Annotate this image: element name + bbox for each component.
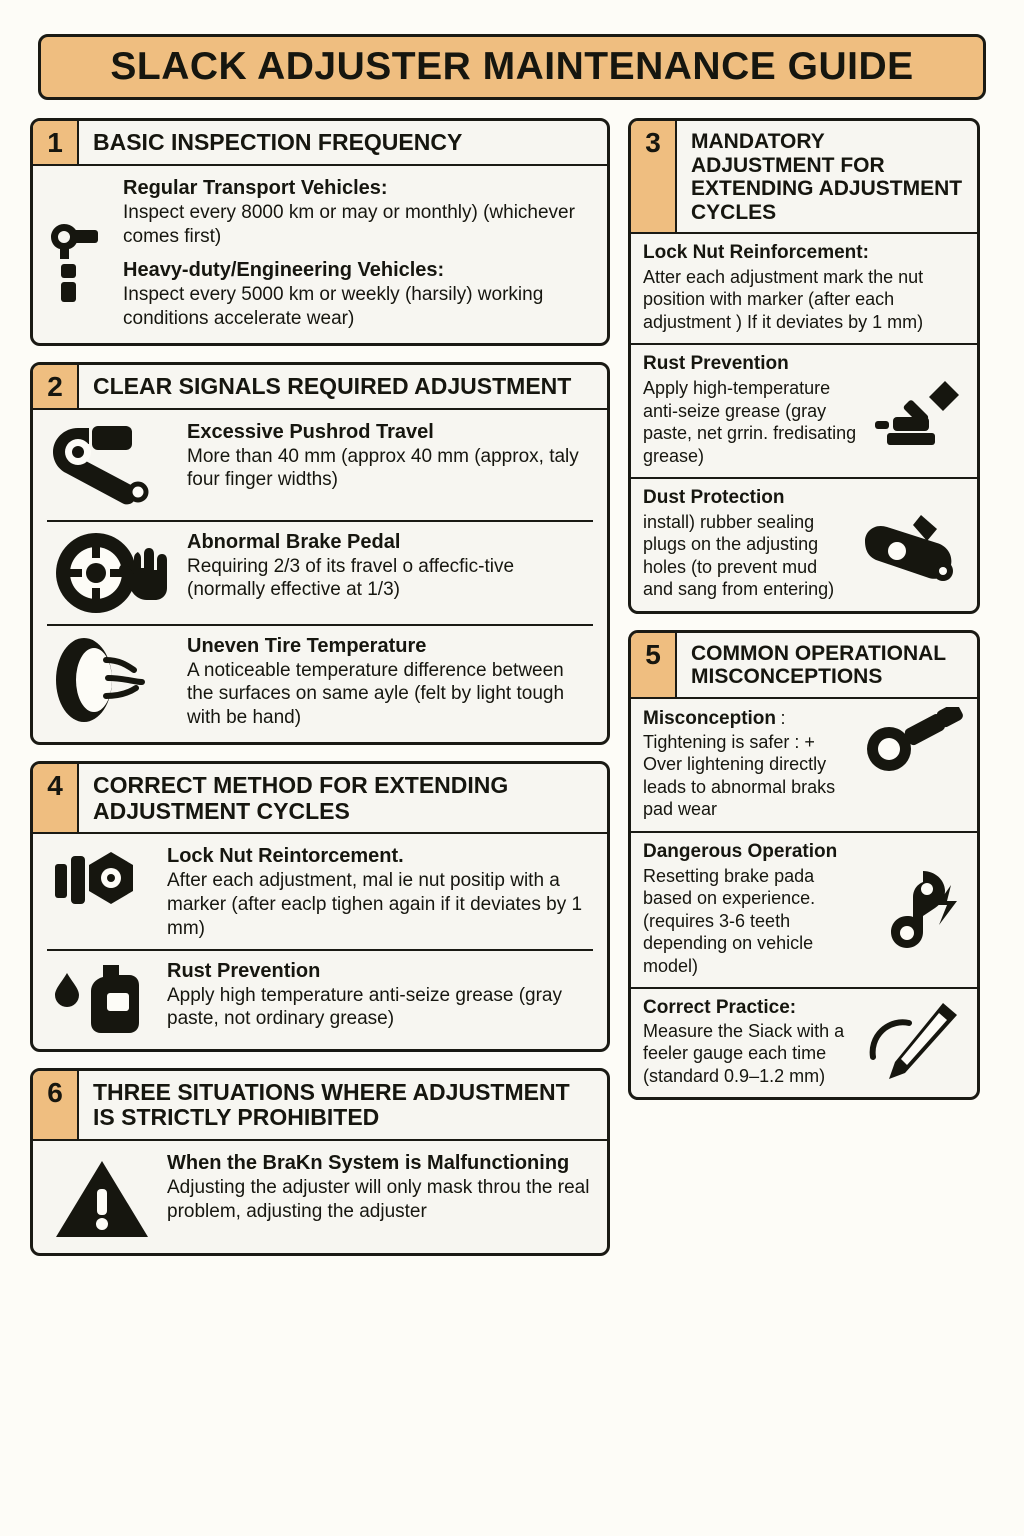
section-heading-5: COMMON OPERATIONAL MISCONCEPTIONS — [691, 641, 946, 689]
tire-heat-icon — [47, 634, 177, 726]
section-card-1 — [30, 118, 610, 346]
section-2-text-2 — [187, 634, 593, 730]
section-header-5 — [631, 633, 977, 699]
section-1-item-0 — [47, 176, 593, 331]
section-5-item-1 — [631, 831, 977, 987]
lock-nut-wrench-icon — [47, 844, 157, 924]
section-5-subtitle-2: Correct Practice: — [643, 997, 797, 1019]
section-number-6: 6 — [33, 1071, 79, 1140]
section-4-item-0 — [47, 844, 593, 940]
section-2-body-1: Requiring 2/3 of its fravel o affecfic-tive (normally effective at 1/3) — [187, 555, 515, 601]
section-2-subtitle-1: Abnormal Brake Pedal — [187, 530, 401, 553]
section-3-subtitle-0: Lock Nut Reinforcement: — [643, 242, 869, 264]
section-3-subtitle-2: Dust Protection — [643, 487, 785, 509]
section-2-body-2: A noticeable temperature difference between the surfaces on same ayle (felt by light tough with be hand) — [187, 659, 565, 728]
section-2-text-0 — [187, 420, 593, 493]
section-4-text-0 — [167, 844, 593, 940]
section-4-item-1 — [47, 949, 593, 1037]
section-heading-6: THREE SITUATIONS WHERE ADJUSTMENT IS STRICTLY PROHIBITED — [93, 1078, 570, 1131]
wrench-ring-icon — [861, 707, 965, 779]
section-3-item-0 — [631, 234, 977, 343]
warning-triangle-icon — [47, 1151, 157, 1241]
section-header-4 — [33, 764, 607, 835]
grease-bottle-icon — [47, 959, 157, 1037]
section-2-item-0 — [47, 420, 593, 512]
section-2-body-0: More than 40 mm (approx 40 mm (approx, taly four finger widths) — [187, 445, 579, 491]
page-title-bar — [38, 34, 986, 100]
section-5-body-1: Resetting brake pada based on experience. (requires 3-6 teeth depending on vehicle model) — [643, 865, 816, 976]
section-5-item-2 — [631, 987, 977, 1097]
section-header-1 — [33, 121, 607, 166]
section-2-subtitle-2: Uneven Tire Temperature — [187, 634, 427, 657]
section-heading-1: BASIC INSPECTION FREQUENCY — [93, 129, 463, 155]
grease-gun-icon — [869, 377, 965, 449]
right-column — [628, 118, 980, 1100]
section-body-1 — [33, 166, 607, 343]
page-title: SLACK ADJUSTER MAINTENANCE GUIDE — [110, 45, 914, 88]
section-5-body-2: Measure the Siack with a feeler gauge each time (standard 0.9–1.2 mm) — [643, 1020, 845, 1086]
wrench-icon — [47, 176, 113, 314]
section-3-item-2 — [631, 477, 977, 611]
section-5-subtitle-0: Misconception — [643, 707, 777, 729]
section-header-3 — [631, 121, 977, 234]
section-body-4 — [33, 834, 607, 1048]
section-3-item-1 — [631, 343, 977, 477]
section-2-item-1 — [47, 520, 593, 616]
section-card-6 — [30, 1068, 610, 1257]
section-heading-3: MANDATORY ADJUSTMENT FOR EXTENDING ADJUSTMENT CYCLES — [691, 130, 963, 224]
section-body-6 — [33, 1141, 607, 1253]
section-header-6 — [33, 1071, 607, 1142]
section-card-3 — [628, 118, 980, 614]
section-4-body-1: Apply high temperature anti-seize grease (gray paste, not ordinary grease) — [167, 984, 562, 1030]
section-heading-4: CORRECT METHOD FOR EXTENDING ADJUSTMENT CYCLES — [93, 771, 509, 824]
section-5-body-0: : Tightening is safer : + Over lightening directly leads to abnormal braks pad wear — [643, 707, 836, 820]
section-3-body-1: Apply high-temperature anti-seize grease (gray paste, net grrin. fredisating grease) — [643, 378, 857, 466]
left-column — [30, 118, 610, 1256]
section-5-item-0 — [631, 699, 977, 831]
section-number-1: 1 — [33, 121, 79, 164]
section-4-subtitle-1: Rust Prevention — [167, 959, 321, 982]
section-6-subtitle-0: When the BraKn System is Malfunctioning — [167, 1152, 570, 1174]
section-4-text-1 — [167, 959, 593, 1032]
section-number-5: 5 — [631, 633, 677, 697]
section-1-subtitle-1: Heavy-duty/Engineering Vehicles: — [123, 259, 445, 282]
brake-pedal-hand-icon — [47, 530, 177, 616]
section-6-text-0 — [167, 1151, 593, 1224]
section-6-item-0 — [47, 1151, 593, 1241]
section-1-body-0: Inspect every 8000 km or may or monthly) (whichever comes first) — [123, 201, 575, 247]
section-2-subtitle-0: Excessive Pushrod Travel — [187, 420, 434, 443]
section-6-body-0: Adjusting the adjuster will only mask throu the real problem, adjusting the adjuster — [167, 1177, 590, 1222]
section-body-2 — [33, 410, 607, 742]
section-4-subtitle-0: Lock Nut Reintorcement. — [167, 845, 404, 868]
section-2-item-2 — [47, 624, 593, 730]
section-1-body-1: Inspect every 5000 km or weekly (harsily) working conditions accelerate wear) — [123, 284, 544, 329]
section-heading-2: CLEAR SIGNALS REQUIRED ADJUSTMENT — [93, 372, 572, 399]
section-number-2: 2 — [33, 365, 79, 408]
section-2-text-1 — [187, 530, 593, 603]
section-4-body-0: After each adjustment, mal ie nut positip with a marker (after eaclp tighen again if it deviates by 1 mm) — [167, 870, 583, 939]
section-5-subtitle-1: Dangerous Operation — [643, 840, 838, 862]
slack-adjuster-arm-icon — [47, 420, 177, 512]
feeler-gauge-icon — [861, 997, 965, 1083]
dust-plug-icon — [855, 511, 965, 593]
section-3-subtitle-1: Rust Prevention — [643, 353, 789, 375]
section-3-body-0: Atter each adjustment mark the nut position with marker (after each adjustment ) If it deviates by 1 mm) — [643, 266, 924, 332]
danger-adjuster-icon — [861, 865, 965, 957]
section-card-5 — [628, 630, 980, 1100]
section-header-2 — [33, 365, 607, 410]
section-3-body-2: install) rubber sealing plugs on the adjusting holes (to prevent mud and sang from entering) — [643, 511, 835, 600]
section-1-text-0 — [123, 176, 593, 331]
columns — [30, 118, 994, 1516]
section-number-3: 3 — [631, 121, 677, 232]
section-card-4 — [30, 761, 610, 1052]
section-1-subtitle-0: Regular Transport Vehicles: — [123, 176, 388, 199]
section-card-2 — [30, 362, 610, 745]
section-number-4: 4 — [33, 764, 79, 833]
